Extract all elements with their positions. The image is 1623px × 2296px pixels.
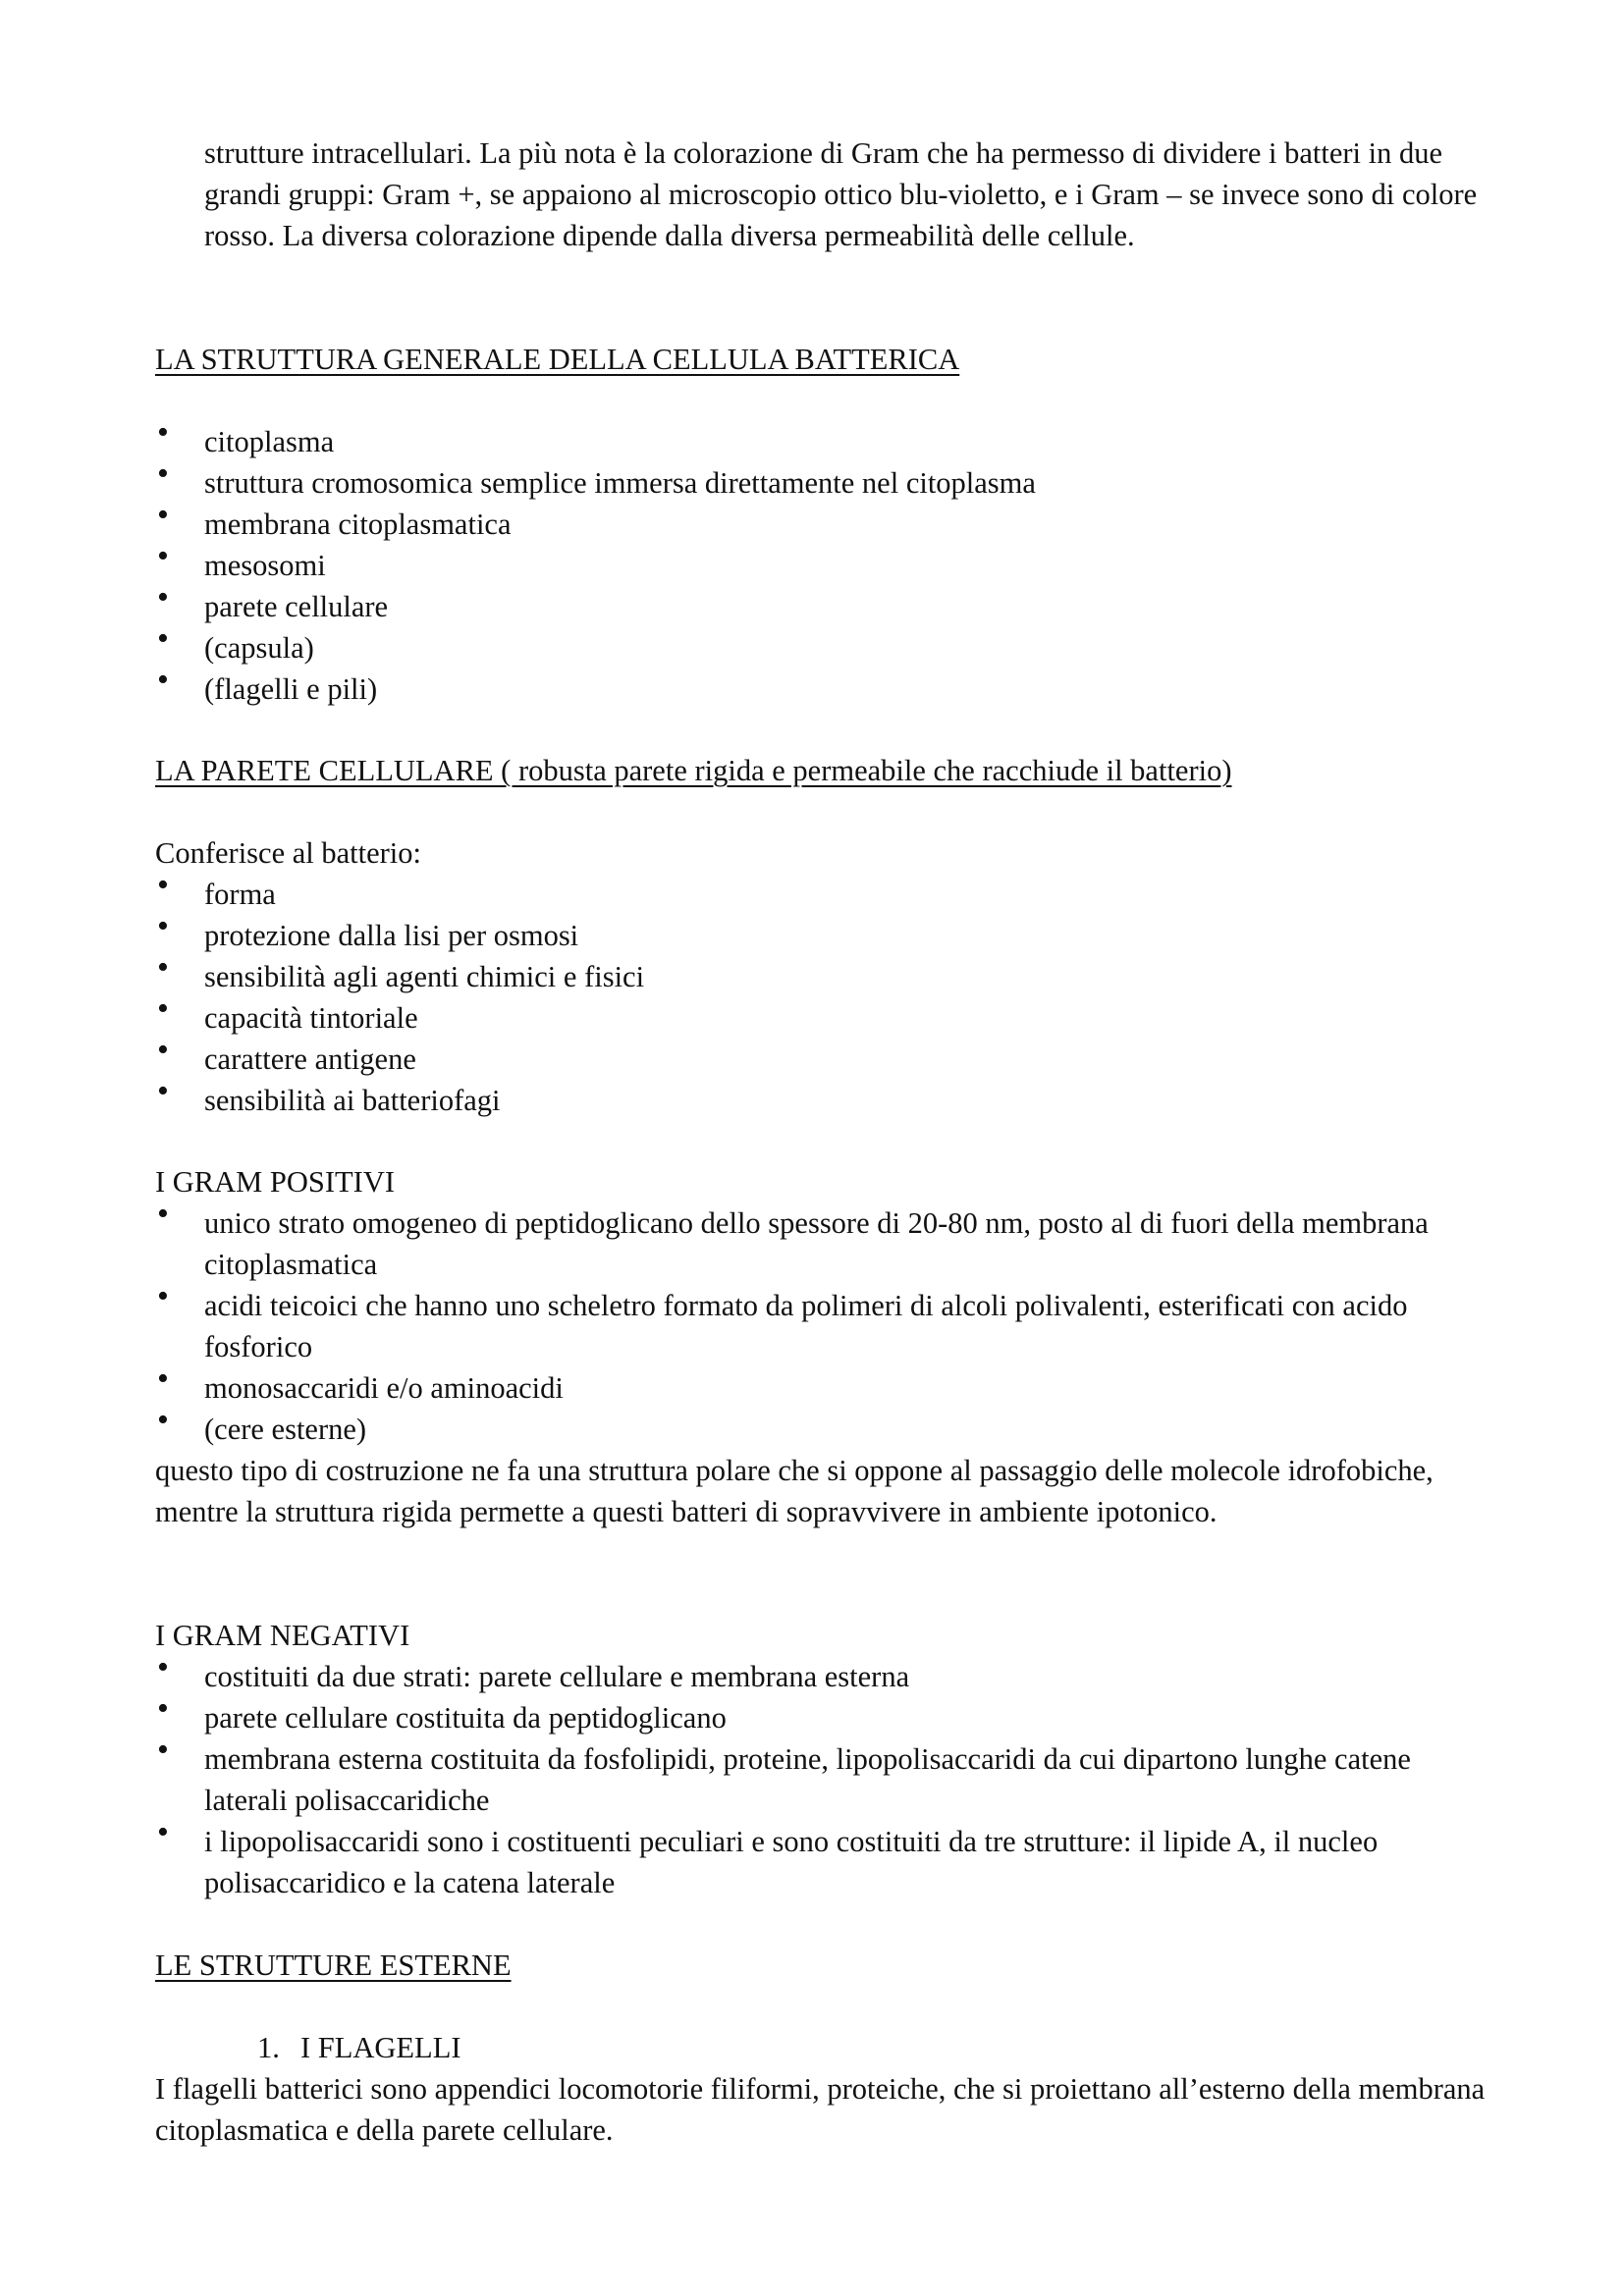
list-item: • parete cellulare bbox=[155, 586, 1490, 627]
heading-cell-structure: LA STRUTTURA GENERALE DELLA CELLULA BATTERICA bbox=[155, 343, 960, 376]
list-item: • (cere esterne) bbox=[155, 1409, 1490, 1450]
list-item: • struttura cromosomica semplice immersa direttamente nel citoplasma bbox=[155, 462, 1490, 504]
subsection-title: I FLAGELLI bbox=[300, 2031, 461, 2064]
heading-external-structures: LE STRUTTURE ESTERNE bbox=[155, 1949, 512, 1982]
list-item: • (flagelli e pili) bbox=[155, 668, 1490, 710]
list-item: • citoplasma bbox=[155, 421, 1490, 462]
gram-positive-closing-paragraph: questo tipo di costruzione ne fa una struttura polare che si oppone al passaggio delle molecole idrofobiche, mentre la struttura rigida permette a questi batteri di sopravvivere in ambiente ipotonico. bbox=[155, 1454, 1434, 1528]
structure-list bbox=[155, 421, 1490, 710]
list-item: • carattere antigene bbox=[155, 1039, 1490, 1080]
heading-gram-positive: I GRAM POSITIVI bbox=[155, 1165, 395, 1199]
list-item: • monosaccaridi e/o aminoacidi bbox=[155, 1367, 1490, 1409]
wall-list bbox=[155, 874, 1490, 1121]
gram-negative-list bbox=[155, 1656, 1490, 1903]
list-item: • parete cellulare costituita da peptidoglicano bbox=[155, 1697, 1490, 1738]
heading-gram-negative: I GRAM NEGATIVI bbox=[155, 1619, 410, 1652]
gram-positive-list bbox=[155, 1202, 1490, 1450]
wall-lead-text: Conferisce al batterio: bbox=[155, 836, 422, 870]
list-item: • sensibilità ai batteriofagi bbox=[155, 1080, 1490, 1121]
intro-paragraph: strutture intracellulari. La più nota è la colorazione di Gram che ha permesso di dividere i batteri in due grandi gruppi: Gram +, se appaiono al microscopio ottico blu-violetto, e i Gram – se invece sono di colore rosso. La diversa colorazione dipende dalla diversa permeabilità delle cellule. bbox=[204, 136, 1478, 252]
list-item: • i lipopolisaccaridi sono i costituenti peculiari e sono costituiti da tre strutture: il lipide A, il nucleo polisaccaridico e la catena laterale bbox=[155, 1821, 1490, 1903]
heading-cell-wall: LA PARETE CELLULARE ( robusta parete rigida e permeabile che racchiude il batterio) bbox=[155, 754, 1232, 787]
list-item: • forma bbox=[155, 874, 1490, 915]
list-item: • membrana esterna costituita da fosfolipidi, proteine, lipopolisaccaridi da cui dipartono lunghe catene laterali polisaccaridiche bbox=[155, 1738, 1490, 1821]
subsection-title-flagella bbox=[257, 2027, 460, 2068]
flagella-paragraph: I flagelli batterici sono appendici locomotorie filiformi, proteiche, che si proiettano all’esterno della membrana citoplasmatica e della parete cellulare. bbox=[155, 2072, 1486, 2147]
list-item: • unico strato omogeneo di peptidoglicano dello spessore di 20-80 nm, posto al di fuori della membrana citoplasmatica bbox=[155, 1202, 1490, 1285]
list-item: • mesosomi bbox=[155, 545, 1490, 586]
list-item: • acidi teicoici che hanno uno scheletro formato da polimeri di alcoli polivalenti, esterificati con acido fosforico bbox=[155, 1285, 1490, 1367]
subsection-number: 1. bbox=[257, 2031, 280, 2064]
list-item: • protezione dalla lisi per osmosi bbox=[155, 915, 1490, 956]
list-item: • costituiti da due strati: parete cellulare e membrana esterna bbox=[155, 1656, 1490, 1697]
list-item: • membrana citoplasmatica bbox=[155, 504, 1490, 545]
list-item: • sensibilità agli agenti chimici e fisici bbox=[155, 956, 1490, 997]
list-item: • (capsula) bbox=[155, 627, 1490, 668]
list-item: • capacità tintoriale bbox=[155, 997, 1490, 1039]
